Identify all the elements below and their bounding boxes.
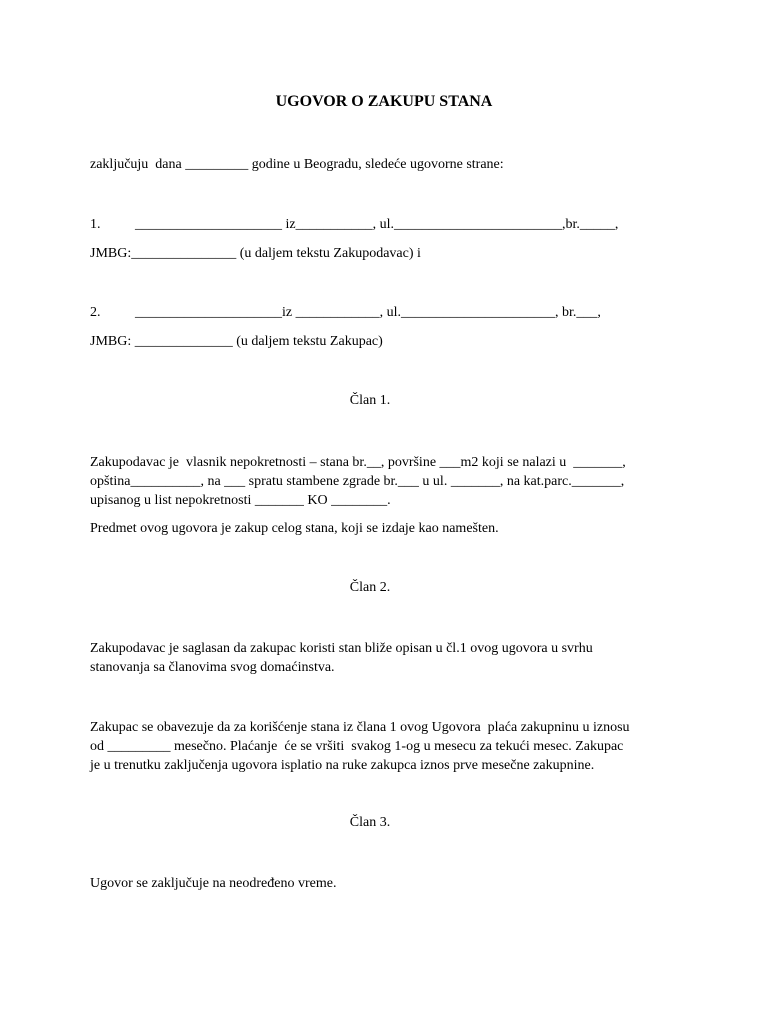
clan1-p1-line3: upisanog u list nepokretnosti _______ KO ________. — [90, 493, 391, 508]
intro-line: zaključuju dana _________ godine u Beogradu, sledeće ugovorne strane: — [90, 157, 504, 172]
clan3-heading: Član 3. — [349, 815, 391, 830]
clan1-p1-line1: Zakupodavac je vlasnik nepokretnosti – stana br.__, površine ___m2 koji se nalazi u _______, — [90, 455, 626, 470]
clan2-heading: Član 2. — [349, 580, 391, 595]
clan2-p1-line2: stanovanja sa članovima svog domaćinstva. — [90, 660, 335, 675]
clan1-heading: Član 1. — [349, 393, 391, 408]
party1-details: _____________________ iz___________, ul.________________________,br._____, — [135, 217, 619, 232]
document-title: UGOVOR O ZAKUPU STANA — [275, 93, 493, 110]
party1-number: 1. — [90, 217, 101, 232]
clan2-p2-line2: od _________ mesečno. Plaćanje će se vršiti svakog 1-og u mesecu za tekući mesec. Zakupac — [90, 739, 624, 754]
clan2-p1-line1: Zakupodavac je saglasan da zakupac koristi stan bliže opisan u čl.1 ovog ugovora u svrhu — [90, 641, 593, 656]
clan2-p2-line3: je u trenutku zaključenja ugovora isplatio na ruke zakupca iznos prve mesečne zakupnine. — [90, 758, 595, 773]
party2-details: _____________________iz ____________, ul.______________________, br.___, — [135, 305, 601, 320]
party2-line2: JMBG: ______________ (u daljem tekstu Zakupac) — [90, 334, 383, 349]
party2-number: 2. — [90, 305, 101, 320]
clan2-p2-line1: Zakupac se obavezuje da za korišćenje stana iz člana 1 ovog Ugovora plaća zakupninu u iznosu — [90, 720, 630, 735]
clan3-p1: Ugovor se zaključuje na neodređeno vreme. — [90, 876, 337, 891]
party2-line1 — [90, 303, 601, 322]
clan1-p2: Predmet ovog ugovora je zakup celog stana, koji se izdaje kao nameštеn. — [90, 521, 499, 536]
party1-line2: JMBG:_______________ (u daljem tekstu Zakupodavac) i — [90, 246, 421, 261]
clan1-p1-line2: opština__________, na ___ spratu stambene zgrade br.___ u ul. _______, na kat.parc._______, — [90, 474, 625, 489]
party1-line1 — [90, 215, 618, 234]
